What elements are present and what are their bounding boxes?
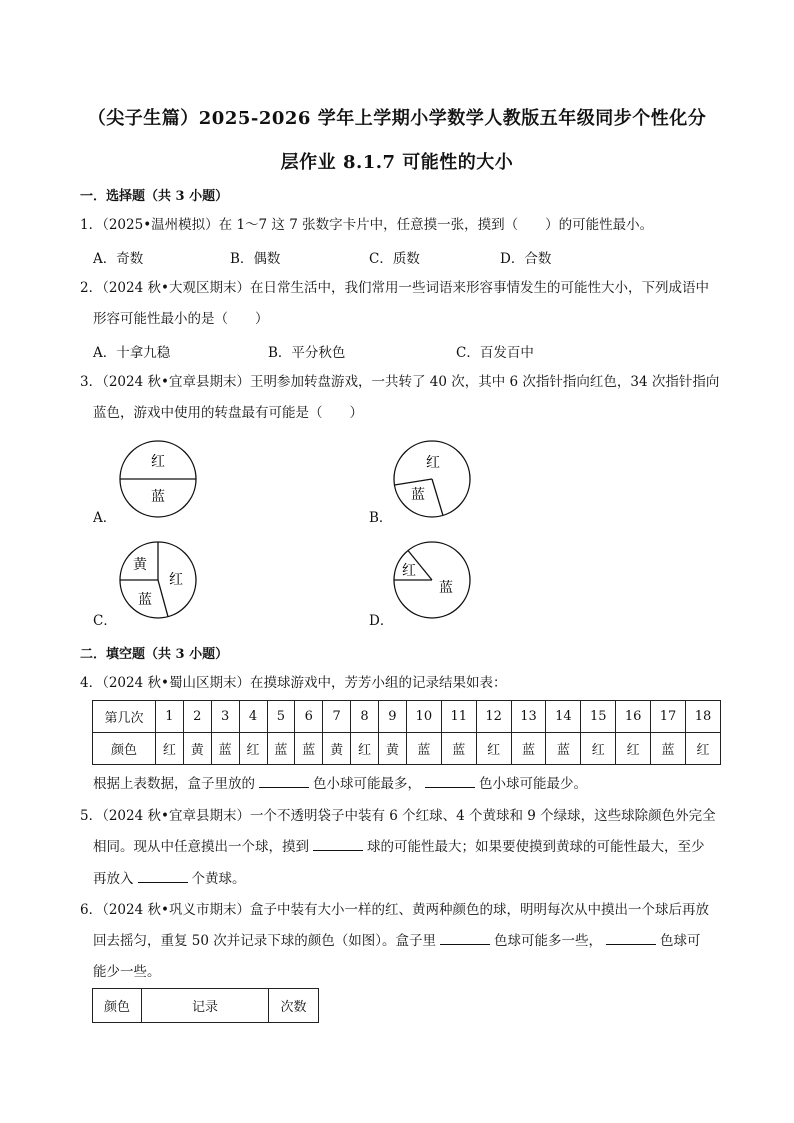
spinner-c-diagram: [118, 540, 198, 620]
section-heading-choice: 一．选择题（共 3 小题）: [80, 189, 229, 204]
question-5-line-1: 5．（2024 秋•宜章县期末）一个不透明袋子中装有 6 个红球、4 个黄球和 9 个绿球，这些球除颜色外完全: [80, 808, 716, 824]
question-2-stem-line-2: 形容可能性最小的是（ ）: [93, 311, 269, 327]
question-1-option-a: A．奇数: [93, 251, 144, 267]
question-4-record-table: [92, 700, 721, 765]
question-2-option-b: B．平分秋色: [268, 345, 346, 361]
question-3-stem-line-2: 蓝色，游戏中使用的转盘最有可能是（ ）: [93, 405, 363, 421]
question-3-stem-line-1: 3．（2024 秋•宜章县期末）王明参加转盘游戏，一共转了 40 次，其中 6 次指针指向红色，34 次指针指向: [80, 374, 720, 390]
spinner-b-divider-2: [432, 479, 443, 516]
spinner-b-divider-1: [395, 479, 433, 485]
question-4-text-a: 根据上表数据，盒子里放的: [93, 776, 255, 792]
table-cell-color: 红: [351, 733, 379, 765]
question-6-line-2: [93, 932, 701, 950]
table-cell-color: 蓝: [511, 733, 546, 765]
spinner-c-red-label: 红: [169, 572, 183, 588]
question-6-text-a: 回去摇匀，重复 50 次并记录下球的颜色（如图）。盒子里: [93, 933, 437, 949]
table-header-color: 颜色: [93, 989, 142, 1023]
question-5-line-3: [93, 870, 246, 888]
question-4-text-c: 色小球可能最少。: [479, 776, 587, 792]
question-1-option-d: D．合数: [500, 251, 552, 267]
answer-blank-yellow-count[interactable]: [138, 870, 188, 883]
question-5-text-b: 球的可能性最大；如果要使摸到黄球的可能性最大，至少: [367, 839, 705, 855]
table-cell-trial: 8: [351, 701, 379, 733]
table-header-record: 记录: [142, 989, 269, 1023]
answer-blank-most-likely[interactable]: [313, 838, 363, 851]
question-5-line-2: [93, 838, 705, 856]
spinner-c-yellow-label: 黄: [133, 557, 147, 573]
page-title-line-1: （尖子生篇）2025-2026 学年上学期小学数学人教版五年级同步个性化分: [87, 108, 707, 129]
question-2-option-a: A．十拿九稳: [93, 345, 171, 361]
table-header-color: 颜色: [93, 733, 156, 765]
table-cell-color: 蓝: [406, 733, 441, 765]
question-4-stem: 4．（2024 秋•蜀山区期末）在摸球游戏中，芳芳小组的记录结果如表：: [80, 675, 507, 691]
table-cell-trial: 1: [156, 701, 184, 733]
table-cell-trial: 10: [406, 701, 441, 733]
table-cell-trial: 17: [651, 701, 686, 733]
question-3-option-a-label: A．: [93, 510, 117, 526]
table-cell-color: 红: [616, 733, 651, 765]
answer-blank-fewer[interactable]: [606, 932, 656, 945]
table-cell-trial: 14: [546, 701, 581, 733]
question-1-stem: 1．（2025•温州模拟）在 1～7 这 7 张数字卡片中，任意摸一张，摸到（ ）的可能性最小。: [80, 217, 654, 233]
question-3-option-b-label: B．: [369, 510, 393, 526]
table-header-trial: 第几次: [93, 701, 156, 733]
table-cell-trial: 2: [183, 701, 211, 733]
spinner-b-red-label: 红: [426, 455, 440, 471]
question-3-option-c-label: C．: [93, 613, 117, 629]
table-cell-color: 蓝: [295, 733, 323, 765]
question-1-option-b: B．偶数: [230, 251, 281, 267]
spinner-d-blue-label: 蓝: [439, 580, 453, 596]
question-6-text-c: 色球可: [660, 933, 701, 949]
spinner-b-blue-label: 蓝: [411, 487, 425, 503]
table-header-count: 次数: [269, 989, 319, 1023]
table-row-colors: [93, 733, 721, 765]
table-cell-color: 蓝: [546, 733, 581, 765]
question-6-record-table: [92, 988, 319, 1023]
table-cell-trial: 3: [211, 701, 239, 733]
question-1-option-c: C．质数: [369, 251, 420, 267]
table-cell-trial: 11: [441, 701, 476, 733]
table-cell-trial: 18: [686, 701, 721, 733]
section-heading-fill-in: 二．填空题（共 3 小题）: [80, 647, 229, 662]
table-cell-trial: 13: [511, 701, 546, 733]
answer-blank-most[interactable]: [259, 775, 309, 788]
table-cell-color: 红: [239, 733, 267, 765]
spinner-d-diagram: [392, 540, 472, 620]
table-cell-color: 蓝: [651, 733, 686, 765]
question-5-text-d: 个黄球。: [191, 871, 246, 887]
spinner-a-red-label: 红: [151, 454, 165, 470]
table-row-trial-numbers: [93, 701, 721, 733]
table-cell-color: 蓝: [267, 733, 295, 765]
table-cell-color: 蓝: [441, 733, 476, 765]
table-cell-color: 黄: [183, 733, 211, 765]
spinner-c-blue-label: 蓝: [138, 592, 152, 608]
question-2-stem-line-1: 2．（2024 秋•大观区期末）在日常生活中，我们常用一些词语来形容事情发生的可能性大小，下列成语中: [80, 280, 709, 296]
table-cell-color: 红: [686, 733, 721, 765]
spinner-c-divider-3: [158, 580, 168, 617]
table-cell-trial: 7: [323, 701, 351, 733]
table-cell-color: 黄: [379, 733, 407, 765]
spinner-a-blue-label: 蓝: [151, 489, 165, 505]
table-cell-color: 红: [581, 733, 616, 765]
table-cell-color: 黄: [323, 733, 351, 765]
table-cell-trial: 16: [616, 701, 651, 733]
spinner-a-diagram: [118, 439, 198, 519]
question-4-follow-up: [93, 775, 587, 793]
question-4-text-b: 色小球可能最多，: [313, 776, 421, 792]
spinner-d-red-label: 红: [402, 563, 416, 579]
question-2-option-c: C．百发百中: [456, 345, 534, 361]
page-title-line-2: 层作业 8.1.7 可能性的大小: [280, 152, 514, 173]
question-3-option-d-label: D．: [369, 613, 394, 629]
table-cell-trial: 4: [239, 701, 267, 733]
spinner-b-diagram: [392, 439, 472, 519]
answer-blank-more[interactable]: [440, 932, 490, 945]
table-cell-trial: 15: [581, 701, 616, 733]
answer-blank-least[interactable]: [425, 775, 475, 788]
table-cell-color: 红: [476, 733, 511, 765]
table-cell-trial: 6: [295, 701, 323, 733]
table-cell-trial: 12: [476, 701, 511, 733]
table-cell-trial: 9: [379, 701, 407, 733]
question-6-line-3: 能少一些。: [93, 964, 161, 980]
table-cell-trial: 5: [267, 701, 295, 733]
question-6-text-b: 色球可能多一些，: [494, 933, 603, 949]
question-5-text-a: 相同。现从中任意摸出一个球，摸到: [93, 839, 309, 855]
table-header-row: [93, 989, 319, 1023]
table-cell-color: 蓝: [211, 733, 239, 765]
question-5-text-c: 再放入: [93, 871, 134, 887]
question-6-line-1: 6．（2024 秋•巩义市期末）盒子中装有大小一样的红、黄两种颜色的球，明明每次从中摸出一个球后再放: [80, 902, 709, 918]
table-cell-color: 红: [156, 733, 184, 765]
